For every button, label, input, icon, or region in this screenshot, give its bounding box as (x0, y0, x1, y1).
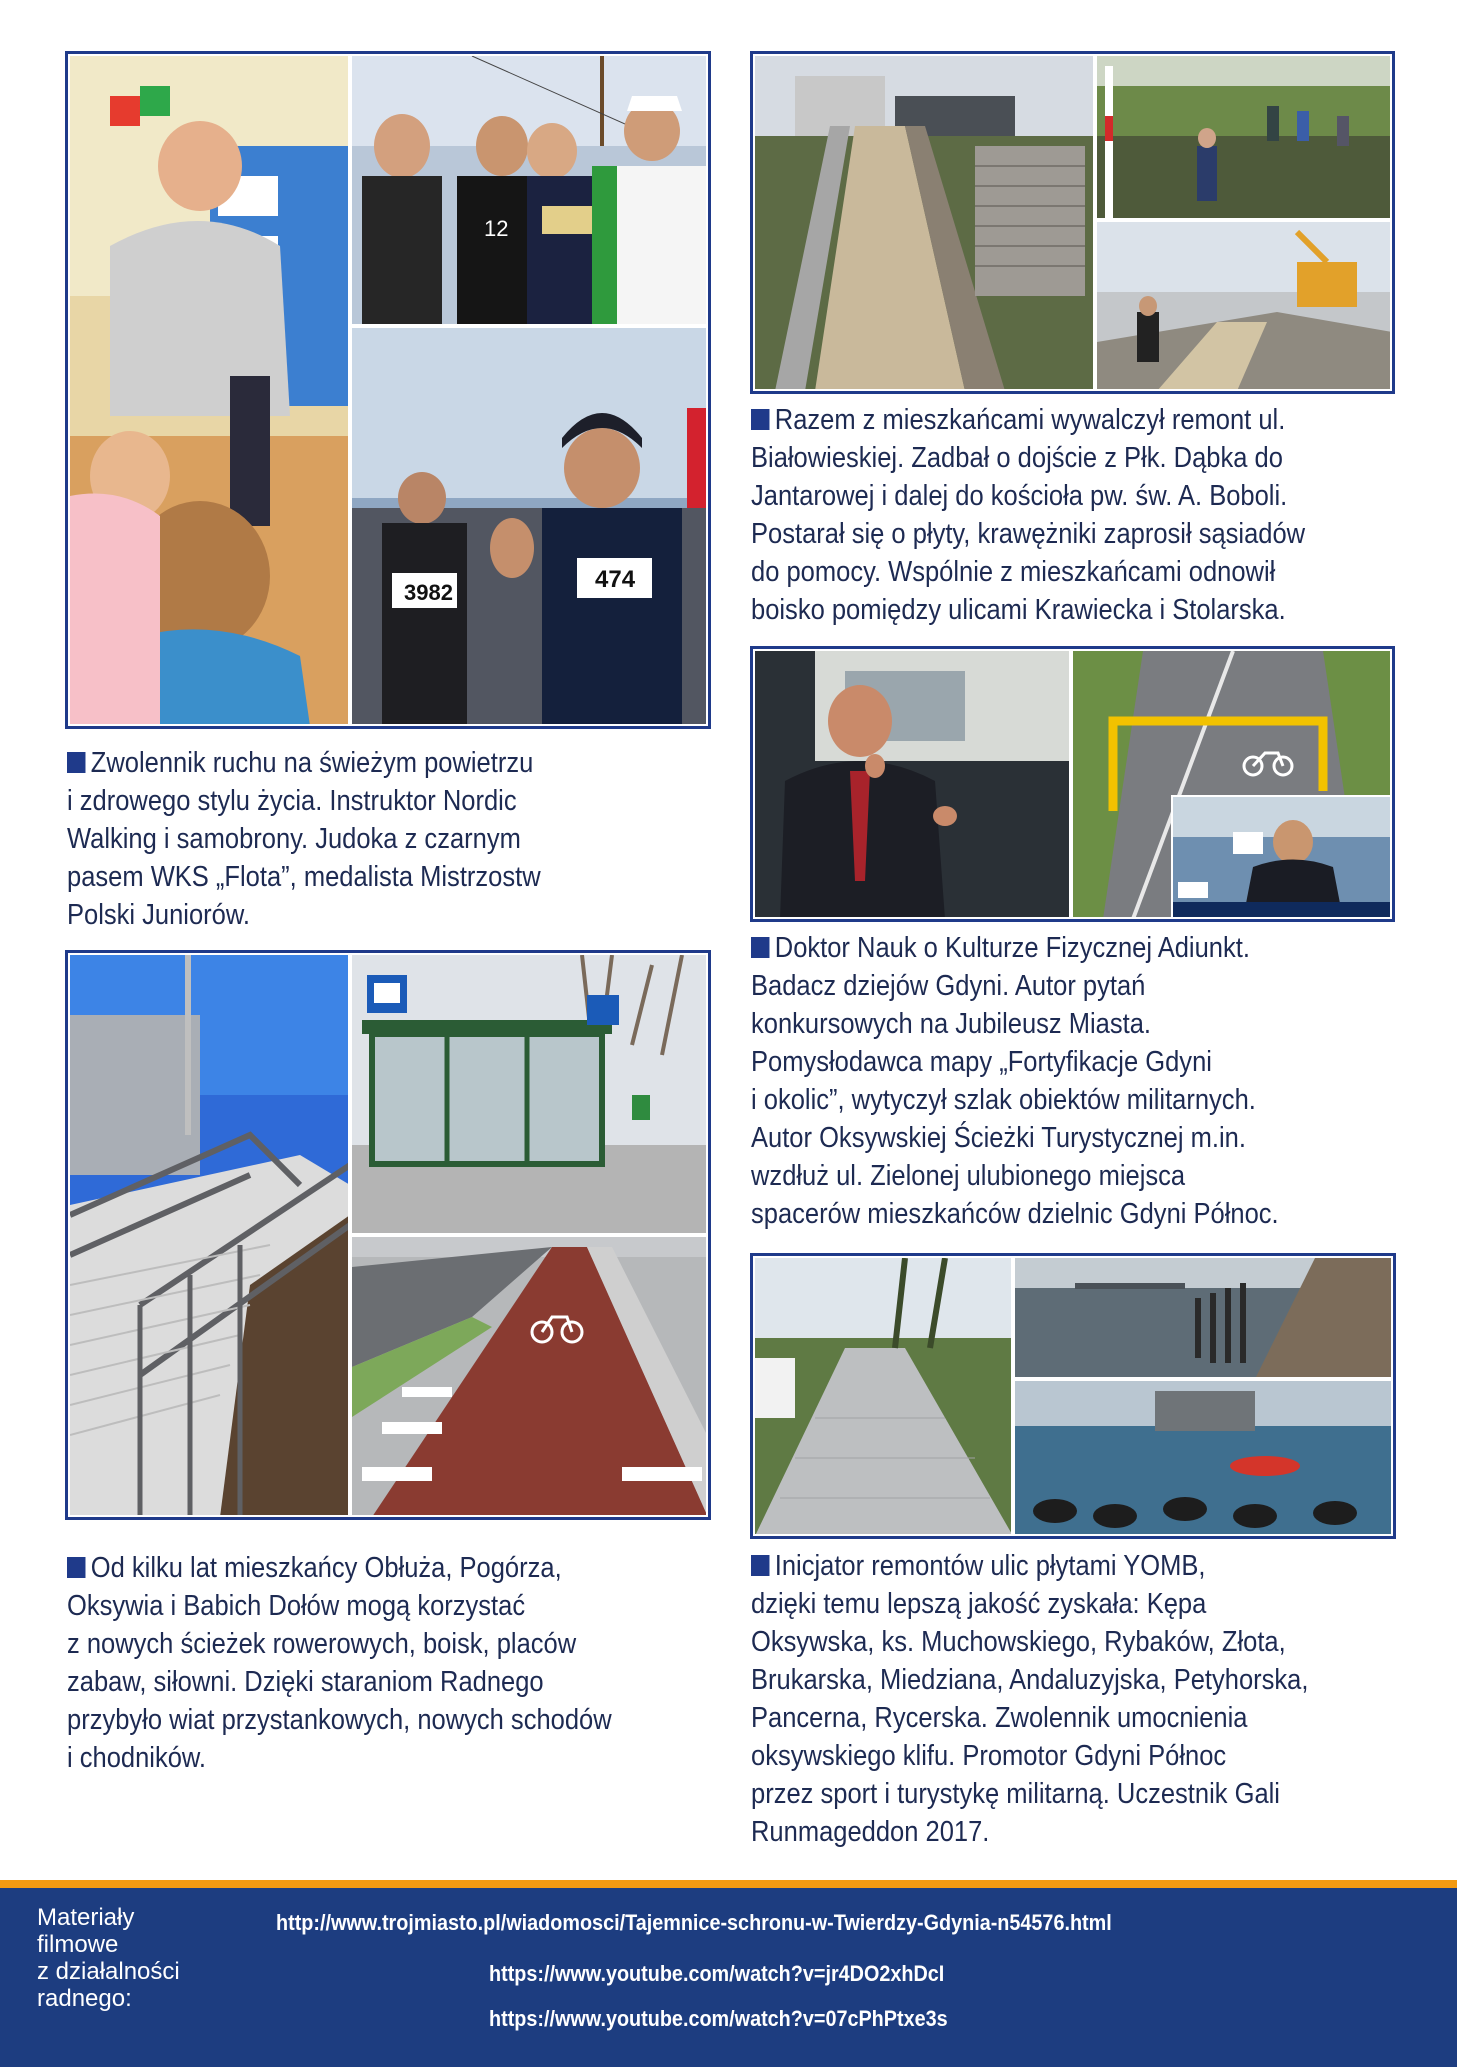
caption-line: Pancerna, Rycerska. Zwolennik umocnienia (751, 1702, 1248, 1734)
caption-line: Runmageddon 2017. (751, 1816, 990, 1848)
square-bullet-icon (67, 1557, 85, 1578)
photo-award-ceremony (350, 54, 708, 326)
collage-yomb (750, 1253, 1396, 1539)
caption-line: boisko pomiędzy ulicami Krawiecka i Stolarska. (751, 594, 1286, 626)
caption-line: przez sport i turystykę militarną. Uczestnik Gali (751, 1778, 1280, 1810)
caption-line: zabaw, siłowni. Dzięki staraniom Radnego (67, 1666, 544, 1698)
footer-label-line: Materiały (37, 1904, 135, 1931)
caption-line: Jantarowej i dalej do kościoła pw. św. A. Boboli. (751, 480, 1288, 512)
footer-accent-line (0, 1880, 1457, 1888)
caption-line: Autor Oksywskiej Ścieżki Turystycznej m.in. (751, 1122, 1246, 1154)
square-bullet-icon (751, 937, 769, 958)
caption-line: konkursowych na Jubileusz Miasta. (751, 1008, 1152, 1040)
square-bullet-icon (751, 409, 769, 430)
caption-line: Brukarska, Miedziana, Andaluzyjska, Petyhorska, (751, 1664, 1309, 1696)
footer-link-youtube-2[interactable]: https://www.youtube.com/watch?v=07cPhPtxe3s (489, 2006, 948, 2031)
photo-runmageddon-water (1013, 1379, 1393, 1536)
caption-text: Od kilku lat mieszkańcy Obłuża, Pogórza, (90, 1552, 562, 1584)
caption-text: Doktor Nauk o Kulturze Fizycznej Adiunkt. (774, 932, 1250, 964)
caption-line: Oksywska, ks. Muchowskiego, Rybaków, Złota, (751, 1626, 1286, 1658)
photo-excavator-site (1095, 220, 1392, 391)
collage-sport (65, 51, 711, 729)
caption-line: dzięki temu lepszą jakość zyskała: Kępa (751, 1588, 1207, 1620)
footer-label-line: z działalności (37, 1958, 180, 1985)
footer-link-trojmiasto[interactable]: http://www.trojmiasto.pl/wiadomosci/Tajemnice-schronu-w-Twierdzy-Gdynia-n54576.html (276, 1910, 1112, 1935)
caption-line: i zdrowego stylu życia. Instruktor Nordic (67, 785, 517, 817)
caption-sport (67, 744, 541, 934)
caption-line: Badacz dziejów Gdyni. Autor pytań (751, 970, 1146, 1002)
caption-line (67, 1549, 612, 1587)
footer-link-youtube-1[interactable]: https://www.youtube.com/watch?v=jr4DO2xhDcI (489, 1961, 945, 1986)
caption-line (751, 401, 1305, 439)
caption-text: Razem z mieszkańcami wywalczył remont ul. (774, 404, 1286, 436)
caption-line: wzdłuż ul. Zielonej ulubionego miejsca (751, 1160, 1186, 1192)
photo-stairs (68, 953, 350, 1517)
photo-sidewalk-construction (753, 54, 1095, 391)
caption-line: Postarał się o płyty, krawężniki zaprosił sąsiadów (751, 518, 1306, 550)
photo-residents-working (1095, 54, 1392, 220)
caption-line: spacerów mieszkańców dzielnic Gdyni Północ. (751, 1198, 1279, 1230)
photo-cliff-shore (1013, 1256, 1393, 1379)
caption-infrastructure (67, 1549, 612, 1777)
caption-yomb (751, 1547, 1308, 1851)
footer (0, 1888, 1457, 2067)
svg-text:12: 12 (484, 216, 509, 241)
bib-number-2: 474 (595, 566, 636, 593)
footer-label-line: filmowe (37, 1931, 119, 1958)
caption-line: Polski Juniorów. (67, 899, 250, 931)
caption-line (751, 1547, 1308, 1585)
caption-line (67, 744, 541, 782)
caption-line: i okolic”, wytyczył szlak obiektów militarnych. (751, 1084, 1256, 1116)
caption-line: z nowych ścieżek rowerowych, boisk, placów (67, 1628, 577, 1660)
caption-line: i chodników. (67, 1742, 207, 1774)
caption-text: Inicjator remontów ulic płytami YOMB, (774, 1550, 1206, 1582)
caption-renovation (751, 401, 1305, 629)
photo-lecture (753, 649, 1071, 919)
collage-infrastructure (65, 950, 711, 1520)
square-bullet-icon (67, 752, 85, 773)
caption-line: Pomysłodawca mapy „Fortyfikacje Gdyni (751, 1046, 1212, 1078)
collage-renovation (750, 51, 1395, 394)
caption-text: Zwolennik ruchu na świeżym powietrzu (90, 747, 534, 779)
square-bullet-icon (751, 1555, 769, 1576)
caption-line: Walking i samobrony. Judoka z czarnym (67, 823, 521, 855)
caption-line: oksywskiego klifu. Promotor Gdyni Północ (751, 1740, 1227, 1772)
footer-label (37, 1904, 180, 2012)
bib-number-1: 3982 (404, 580, 453, 605)
collage-doctor (750, 646, 1395, 922)
caption-line: przybyło wiat przystankowych, nowych schodów (67, 1704, 612, 1736)
photo-kindergarten-class (68, 54, 350, 726)
caption-doctor (751, 929, 1279, 1233)
caption-line: do pomocy. Wspólnie z mieszkańcami odnowił (751, 556, 1276, 588)
photo-bike-lane (350, 1235, 708, 1517)
photo-running-race (350, 326, 708, 726)
footer-label-line: radnego: (37, 1985, 132, 2012)
caption-line: Oksywia i Babich Dołów mogą korzystać (67, 1590, 526, 1622)
caption-line: Białowieskiej. Zadbał o dojście z Płk. Dąbka do (751, 442, 1283, 474)
caption-line (751, 929, 1279, 967)
photo-bus-shelter (350, 953, 708, 1235)
caption-line: pasem WKS „Flota”, medalista Mistrzostw (67, 861, 541, 893)
photo-yomb-road (753, 1256, 1013, 1536)
photo-tv-interview (1171, 795, 1392, 919)
